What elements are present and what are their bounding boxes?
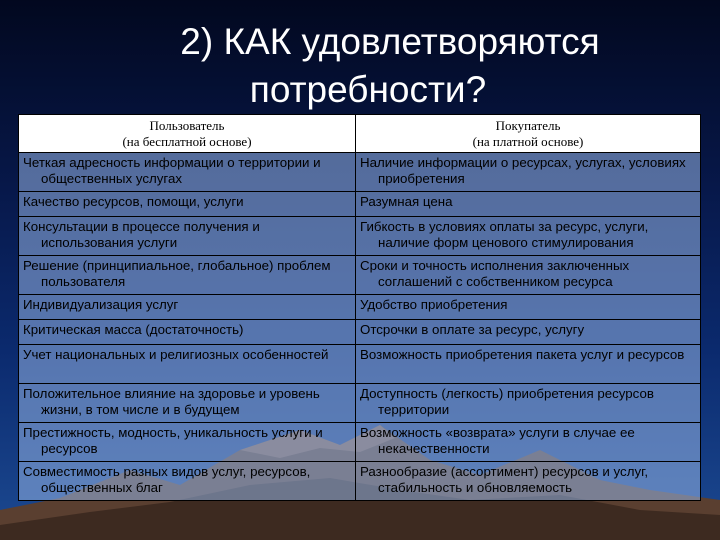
table-cell-user — [19, 345, 356, 384]
table-row — [19, 345, 701, 384]
header-user-subtitle: (на бесплатной основе) — [122, 133, 252, 149]
cell-text: Консультации в процессе получения и использования услуги — [23, 219, 260, 250]
table-cell-user — [19, 217, 356, 256]
cell-text: Критическая масса (достаточность) — [23, 322, 244, 337]
table-row — [19, 217, 701, 256]
cell-text: Гибкость в условиях оплаты за ресурс, услуги, наличие форм ценового стимулирования — [360, 219, 649, 250]
table-cell-buyer — [356, 192, 701, 217]
title-line-2: потребности? — [249, 69, 487, 110]
table-cell-user — [19, 295, 356, 320]
title-line-1: 2) КАК удовлетворяются — [180, 21, 600, 62]
table-cell-buyer — [356, 462, 701, 501]
cell-text: Совместимость разных видов услуг, ресурсов, общественных благ — [23, 464, 311, 495]
table-cell-buyer — [356, 320, 701, 345]
cell-text: Удобство приобретения — [360, 297, 508, 312]
header-user — [19, 115, 356, 153]
cell-text: Престижность, модность, уникальность услуги и ресурсов — [23, 425, 323, 456]
cell-text: Возможность «возврата» услуги в случае ее некачественности — [360, 425, 635, 456]
cell-text: Индивидуализация услуг — [23, 297, 179, 312]
table-cell-user — [19, 256, 356, 295]
cell-text: Разумная цена — [360, 194, 453, 209]
table-row — [19, 153, 701, 192]
table-cell-user — [19, 320, 356, 345]
table-cell-user — [19, 423, 356, 462]
table-cell-buyer — [356, 295, 701, 320]
cell-text: Наличие информации о ресурсах, услугах, условиях приобретения — [360, 155, 686, 186]
slide-title — [0, 18, 720, 114]
header-user-title: Пользователь — [149, 117, 225, 133]
table-row — [19, 295, 701, 320]
cell-text: Решение (принципиальное, глобальное) проблем пользователя — [23, 258, 331, 289]
cell-text: Качество ресурсов, помощи, услуги — [23, 194, 244, 209]
header-buyer-subtitle: (на платной основе) — [472, 133, 584, 149]
table-cell-buyer — [356, 423, 701, 462]
needs-table — [18, 114, 701, 501]
cell-text: Учет национальных и религиозных особенностей — [23, 347, 329, 362]
table-row — [19, 423, 701, 462]
table-cell-buyer — [356, 153, 701, 192]
table-row — [19, 320, 701, 345]
table-row — [19, 256, 701, 295]
table-row — [19, 384, 701, 423]
table-cell-user — [19, 192, 356, 217]
cell-text: Отсрочки в оплате за ресурс, услугу — [360, 322, 585, 337]
table-cell-buyer — [356, 256, 701, 295]
cell-text: Разнообразие (ассортимент) ресурсов и услуг, стабильность и обновляемость — [360, 464, 649, 495]
table-row — [19, 192, 701, 217]
table-cell-user — [19, 384, 356, 423]
cell-text: Сроки и точность исполнения заключенных соглашений с собственником ресурса — [360, 258, 630, 289]
cell-text: Возможность приобретения пакета услуг и ресурсов — [360, 347, 685, 362]
header-buyer-title: Покупатель — [495, 117, 561, 133]
table-cell-buyer — [356, 217, 701, 256]
header-buyer — [356, 115, 701, 153]
table-cell-buyer — [356, 345, 701, 384]
table-cell-buyer — [356, 384, 701, 423]
table-row — [19, 462, 701, 501]
table-cell-user — [19, 153, 356, 192]
cell-text: Четкая адресность информации о территории и общественных услугах — [23, 155, 321, 186]
table-header-row — [19, 115, 701, 153]
cell-text: Доступность (легкость) приобретения ресурсов территории — [360, 386, 654, 417]
table-cell-user — [19, 462, 356, 501]
cell-text: Положительное влияние на здоровье и уровень жизни, в том числе и в будущем — [23, 386, 320, 417]
